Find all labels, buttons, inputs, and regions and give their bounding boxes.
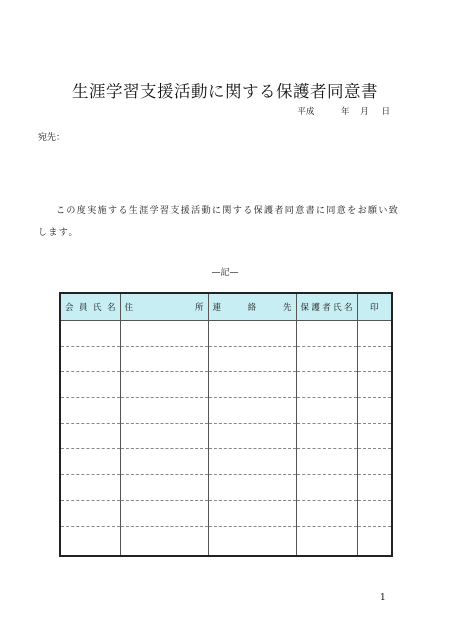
contact-cell[interactable] (208, 526, 296, 556)
seal-cell[interactable] (357, 423, 392, 449)
section-mark: —記— (211, 268, 239, 278)
header-char: 絡 (247, 303, 257, 313)
header-contact (208, 293, 296, 321)
header-char: 名 (106, 303, 116, 313)
header-char: 先 (282, 303, 292, 313)
contact-cell[interactable] (208, 372, 296, 398)
date-month: 月 (360, 107, 369, 117)
table-row (60, 372, 392, 398)
table-row (60, 321, 392, 347)
header-seal: 印 (357, 293, 392, 321)
address-cell[interactable] (120, 321, 208, 347)
guardian-name-cell[interactable] (296, 398, 357, 424)
member-name-cell[interactable] (60, 500, 120, 526)
header-char: 名 (343, 303, 353, 313)
guardian-name-cell[interactable] (296, 449, 357, 475)
header-char: 住 (124, 303, 134, 313)
address-cell[interactable] (120, 372, 208, 398)
guardian-name-cell[interactable] (296, 321, 357, 347)
consent-table (59, 292, 393, 557)
member-name-cell[interactable] (60, 372, 120, 398)
header-char: 連 (212, 303, 222, 313)
guardian-name-cell[interactable] (296, 526, 357, 556)
table-row (60, 423, 392, 449)
body-paragraph: この度実施する生涯学習支援活動に関する保護者同意書に同意をお願い致します。 (38, 206, 400, 238)
seal-cell[interactable] (357, 475, 392, 501)
table-header-row (60, 293, 392, 321)
header-char: 会 (65, 303, 74, 313)
table-row (60, 475, 392, 501)
member-name-cell[interactable] (60, 346, 120, 372)
address-cell[interactable] (120, 449, 208, 475)
header-char: 者 (322, 303, 331, 313)
address-cell[interactable] (120, 346, 208, 372)
table-row (60, 526, 392, 556)
seal-cell[interactable] (357, 526, 392, 556)
table-row (60, 346, 392, 372)
header-char: 護 (311, 303, 320, 313)
address-cell[interactable] (120, 526, 208, 556)
table-row (60, 449, 392, 475)
seal-cell[interactable] (357, 321, 392, 347)
header-address (120, 293, 208, 321)
seal-cell[interactable] (357, 398, 392, 424)
address-cell[interactable] (120, 500, 208, 526)
header-member-name (60, 293, 120, 321)
table-row (60, 500, 392, 526)
header-char: 氏 (333, 303, 342, 313)
table-row (60, 398, 392, 424)
seal-cell[interactable] (357, 372, 392, 398)
date-line (297, 105, 390, 117)
contact-cell[interactable] (208, 398, 296, 424)
date-year: 年 (341, 107, 350, 117)
seal-cell[interactable] (357, 500, 392, 526)
guardian-name-cell[interactable] (296, 500, 357, 526)
guardian-name-cell[interactable] (296, 372, 357, 398)
member-name-cell[interactable] (60, 475, 120, 501)
member-name-cell[interactable] (60, 423, 120, 449)
header-char: 保 (300, 303, 310, 313)
address-cell[interactable] (120, 423, 208, 449)
header-char: 氏 (92, 303, 102, 313)
seal-cell[interactable] (357, 449, 392, 475)
address-cell[interactable] (120, 475, 208, 501)
member-name-cell[interactable] (60, 321, 120, 347)
contact-cell[interactable] (208, 346, 296, 372)
date-day: 日 (381, 107, 390, 117)
address-cell[interactable] (120, 398, 208, 424)
member-name-cell[interactable] (60, 449, 120, 475)
addressee-label: 宛先： (38, 133, 66, 143)
contact-cell[interactable] (208, 423, 296, 449)
contact-cell[interactable] (208, 500, 296, 526)
member-name-cell[interactable] (60, 398, 120, 424)
guardian-name-cell[interactable] (296, 346, 357, 372)
page-number: 1 (380, 593, 386, 603)
guardian-name-cell[interactable] (296, 423, 357, 449)
document-title: 生涯学習支援活動に関する保護者同意書 (72, 82, 378, 101)
contact-cell[interactable] (208, 321, 296, 347)
header-char: 員 (78, 303, 88, 313)
date-era: 平成 (297, 107, 315, 117)
contact-cell[interactable] (208, 449, 296, 475)
member-name-cell[interactable] (60, 526, 120, 556)
guardian-name-cell[interactable] (296, 475, 357, 501)
contact-cell[interactable] (208, 475, 296, 501)
table-body (60, 321, 392, 557)
seal-cell[interactable] (357, 346, 392, 372)
header-guardian-name (296, 293, 357, 321)
header-char: 所 (194, 303, 204, 313)
